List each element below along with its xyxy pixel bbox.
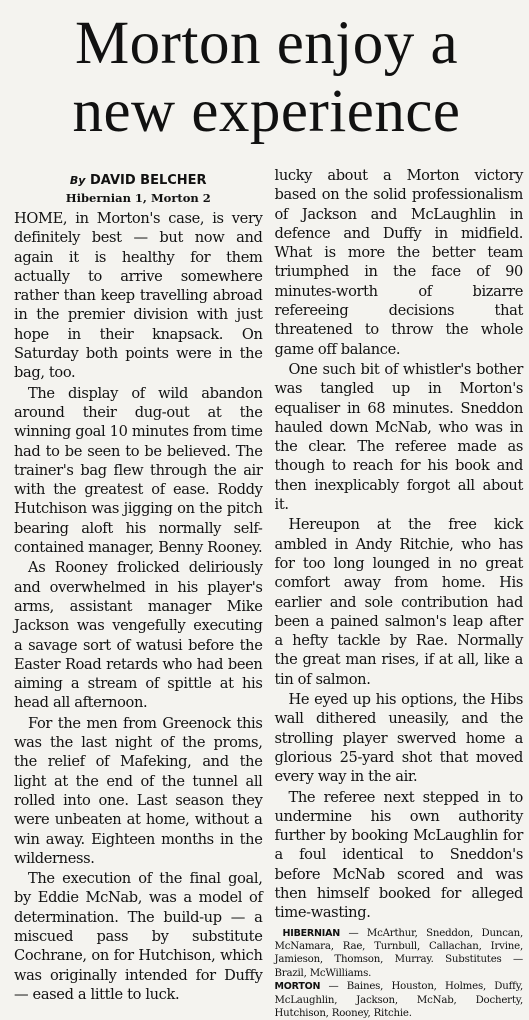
column-2 <box>274 166 524 1020</box>
paragraph: As Rooney frolicked deliriously and overwhelmed in his player's arms, assistant manager Mike Jackson was vengefully executing a savage sort of watusi before the Easter Road retards who had been aiming a stream of spittle at his head all afternoon. <box>14 559 263 712</box>
scoreline: Hibernian 1, Morton 2 <box>65 191 211 205</box>
paragraph: The display of wild abandon around their dug-out at the winning goal 10 minutes from time had to be seen to be believed. The trainer's bag flew through the air with the greatest of ease. Roddy Hutchison was jigging on the pitch bearing aloft his normally self-contained manager, Benny Rooney. <box>14 384 263 557</box>
team-lineups <box>275 927 524 1020</box>
team-list-hibernian: — McArthur, Sneddon, Duncan, McNamara, Rae, Turnbull, Callachan, Irvine, Jamieson, Thomson, Murray. Substitutes — Brazil, McWilliams. <box>274 927 523 979</box>
headline <box>14 10 519 146</box>
article-body <box>14 166 523 1020</box>
paragraph: Hereupon at the free kick ambled in Andy Ritchie, who has for too long lounged in no great comfort away from home. His earlier and sole contribution had been a pained salmon's leap after a hefty tackle by Rae. Normally the great man rises, if at all, like a tin of salmon. <box>274 516 523 688</box>
byline-prefix: By <box>69 174 86 187</box>
column-1 <box>14 166 263 1003</box>
paragraph: lucky about a Morton victory based on the solid professionalism of Jackson and McLaughlin in defence and Duffy in midfield. What is more the better team triumphed in the face of 90 minutes-worth of bizarre refereeing decisions that threatened to throw the whole game off balance. <box>274 167 523 358</box>
team-label-hibernian: HIBERNIAN <box>282 927 341 939</box>
paragraph: HOME, in Morton's case, is very definitely best — but now and again it is healthy for them actually to arrive somewhere rather than keep travelling abroad in the premier division with just hope in their knapsack. On Saturday both points were in the bag, too. <box>14 210 263 382</box>
paragraph: One such bit of whistler's bother was tangled up in Morton's equaliser in 68 minutes. Sneddon hauled down McNab, who was in the clear. The referee made as though to reach for his book and then inexplicably forgot all about it. <box>274 360 523 514</box>
paragraph: For the men from Greenock this was the last night of the proms, the relief of Mafeking, and the light at the end of the tunnel all rolled into one. Last season they were unbeaten at home, without a win away. Eighteen months in the wilderness. <box>14 714 263 867</box>
paragraph: The referee next stepped in to undermine his own authority further by booking McLaughlin for a foul identical to Sneddon's before McNab scored and was then himself booked for alleged time-wasting. <box>274 788 523 922</box>
headline-line-2: new experience <box>72 78 461 145</box>
paragraph: He eyed up his options, the Hibs wall dithered uneasily, and the strolling player swerved home a glorious 25-yard shot that moved every way in the air. <box>274 691 523 786</box>
headline-line-1: Morton enjoy a <box>74 10 459 77</box>
byline <box>14 172 263 190</box>
team-label-morton: MORTON <box>274 981 321 993</box>
team-list-morton: — Baines, Houston, Holmes, Duffy, McLaughlin, Jackson, McNab, Docherty, Hutchison, Rooney, Ritchie. <box>274 981 523 1020</box>
byline-name: DAVID BELCHER <box>90 173 207 188</box>
paragraph: The execution of the final goal, by Eddie McNab, was a model of determination. The build-up — a miscued pass by substitute Cochrane, on for Hutchison, which was originally intended for Duffy — eased a little to luck. <box>14 870 263 1003</box>
